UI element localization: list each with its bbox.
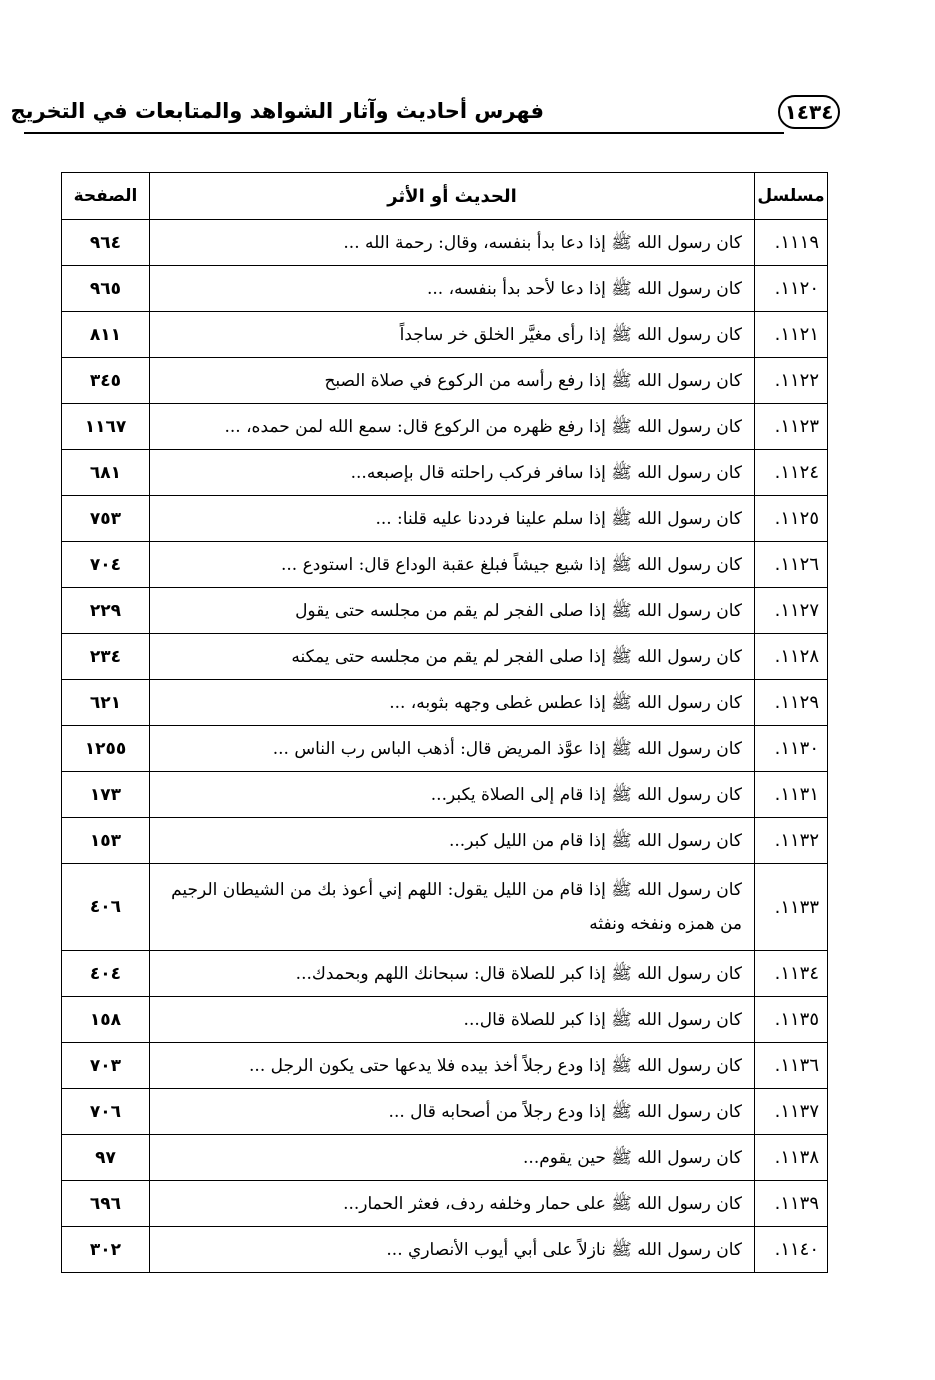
- page-ref-cell: ٩٧: [62, 1135, 150, 1181]
- hadith-text-cell: كان رسول الله ﷺ إذا قام من الليل كبر...: [150, 818, 755, 864]
- page-ref-cell: ٤٠٤: [62, 951, 150, 997]
- table-row: [62, 864, 828, 951]
- hadith-text-cell: كان رسول الله ﷺ إذا شيع جيشاً فبلغ عقبة الوداع قال: استودع ...: [150, 542, 755, 588]
- table-row: [62, 588, 828, 634]
- hadith-text-cell: كان رسول الله ﷺ إذا سافر فركب راحلته قال بإصبعه...: [150, 450, 755, 496]
- page-ref-cell: ١١٦٧: [62, 404, 150, 450]
- table-row: [62, 726, 828, 772]
- hadith-text-cell: كان رسول الله ﷺ حين يقوم...: [150, 1135, 755, 1181]
- column-header-page: الصفحة: [62, 173, 150, 220]
- table-row: [62, 997, 828, 1043]
- serial-cell: ١١٣٠.: [755, 726, 828, 772]
- table-row: [62, 1135, 828, 1181]
- table-row: [62, 680, 828, 726]
- page-ref-cell: ٣٤٥: [62, 358, 150, 404]
- serial-cell: ١١٢٣.: [755, 404, 828, 450]
- hadith-text-cell: كان رسول الله ﷺ إذا عطس غطى وجهه بثوبه، ...: [150, 680, 755, 726]
- serial-cell: ١١٢٢.: [755, 358, 828, 404]
- serial-cell: ١١٣٢.: [755, 818, 828, 864]
- hadith-text-cell: كان رسول الله ﷺ إذا ودع رجلاً من أصحابه قال ...: [150, 1089, 755, 1135]
- serial-cell: ١١٢٤.: [755, 450, 828, 496]
- table-header-row: [62, 173, 828, 220]
- serial-cell: ١١٢٥.: [755, 496, 828, 542]
- hadith-text-cell: كان رسول الله ﷺ إذا رفع ظهره من الركوع قال: سمع الله لمن حمده، ...: [150, 404, 755, 450]
- hadith-text-cell: كان رسول الله ﷺ نازلاً على أبي أيوب الأنصاري ...: [150, 1227, 755, 1273]
- hadith-text-cell: كان رسول الله ﷺ إذا كبر للصلاة قال...: [150, 997, 755, 1043]
- hadith-text-cell: كان رسول الله ﷺ إذا رأى مغيَّر الخلق خر ساجداً: [150, 312, 755, 358]
- table-row: [62, 404, 828, 450]
- serial-cell: ١١٤٠.: [755, 1227, 828, 1273]
- table-row: [62, 450, 828, 496]
- hadith-text-cell: كان رسول الله ﷺ إذا رفع رأسه من الركوع في صلاة الصبح: [150, 358, 755, 404]
- serial-cell: ١١٢٦.: [755, 542, 828, 588]
- table-row: [62, 542, 828, 588]
- serial-cell: ١١٣٤.: [755, 951, 828, 997]
- page-ref-cell: ٨١١: [62, 312, 150, 358]
- table-row: [62, 1181, 828, 1227]
- page-ref-cell: ٧٥٣: [62, 496, 150, 542]
- hadith-text-cell: كان رسول الله ﷺ إذا قام إلى الصلاة يكبر...: [150, 772, 755, 818]
- hadith-text-cell: كان رسول الله ﷺ إذا صلى الفجر لم يقم من مجلسه حتى يمكنه: [150, 634, 755, 680]
- hadith-text-cell: كان رسول الله ﷺ إذا دعا لأحد بدأ بنفسه، ...: [150, 266, 755, 312]
- header-rule: [24, 132, 784, 134]
- table-row: [62, 1227, 828, 1273]
- table-row: [62, 1089, 828, 1135]
- hadith-text-cell: كان رسول الله ﷺ إذا دعا بدأ بنفسه، وقال: رحمة الله ...: [150, 220, 755, 266]
- page-ref-cell: ١٥٨: [62, 997, 150, 1043]
- page-ref-cell: ١٢٥٥: [62, 726, 150, 772]
- page-ref-cell: ٩٦٥: [62, 266, 150, 312]
- page-ref-cell: ١٥٣: [62, 818, 150, 864]
- column-header-text: الحديث أو الأثر: [150, 173, 755, 220]
- running-header: [10, 95, 844, 135]
- page-ref-cell: ٦٩٦: [62, 1181, 150, 1227]
- page-ref-cell: ٧٠٦: [62, 1089, 150, 1135]
- serial-cell: ١١٣٨.: [755, 1135, 828, 1181]
- hadith-text-cell: كان رسول الله ﷺ إذا سلم علينا فرددنا عليه قلنا: ...: [150, 496, 755, 542]
- page-ref-cell: ٤٠٦: [62, 864, 150, 951]
- page-ref-cell: ٩٦٤: [62, 220, 150, 266]
- table-row: [62, 634, 828, 680]
- table-row: [62, 358, 828, 404]
- hadith-index-table: [61, 172, 828, 1273]
- hadith-text-cell: كان رسول الله ﷺ إذا صلى الفجر لم يقم من مجلسه حتى يقول: [150, 588, 755, 634]
- page-ref-cell: ٧٠٣: [62, 1043, 150, 1089]
- hadith-text-cell: كان رسول الله ﷺ إذا عوَّذ المريض قال: أذهب الباس رب الناس ...: [150, 726, 755, 772]
- serial-cell: ١١٢٧.: [755, 588, 828, 634]
- table-row: [62, 312, 828, 358]
- table-body: [62, 220, 828, 1273]
- serial-cell: ١١١٩.: [755, 220, 828, 266]
- serial-cell: ١١٢١.: [755, 312, 828, 358]
- table-row: [62, 496, 828, 542]
- serial-cell: ١١٣٧.: [755, 1089, 828, 1135]
- hadith-text-cell: كان رسول الله ﷺ إذا قام من الليل يقول: اللهم إني أعوذ بك من الشيطان الرجيم من همزه ونفخه ونفثه: [150, 864, 755, 951]
- serial-cell: ١١٣٦.: [755, 1043, 828, 1089]
- table-row: [62, 1043, 828, 1089]
- serial-cell: ١١٢٨.: [755, 634, 828, 680]
- serial-cell: ١١٣٥.: [755, 997, 828, 1043]
- page-ref-cell: ٢٢٩: [62, 588, 150, 634]
- serial-cell: ١١٣١.: [755, 772, 828, 818]
- table-row: [62, 266, 828, 312]
- page-ref-cell: ٢٣٤: [62, 634, 150, 680]
- page-ref-cell: ٣٠٢: [62, 1227, 150, 1273]
- page-ref-cell: ٧٠٤: [62, 542, 150, 588]
- table-row: [62, 951, 828, 997]
- hadith-text-cell: كان رسول الله ﷺ على حمار وخلفه ردف، فعثر الحمار...: [150, 1181, 755, 1227]
- serial-cell: ١١٣٩.: [755, 1181, 828, 1227]
- hadith-text-cell: كان رسول الله ﷺ إذا ودع رجلاً أخذ بيده فلا يدعها حتى يكون الرجل ...: [150, 1043, 755, 1089]
- serial-cell: ١١٢٠.: [755, 266, 828, 312]
- table-row: [62, 220, 828, 266]
- running-header-title: فهرس أحاديث وآثار الشواهد والمتابعات في التخريج: [10, 99, 544, 123]
- table-row: [62, 772, 828, 818]
- column-header-serial: مسلسل: [755, 173, 828, 220]
- table-row: [62, 818, 828, 864]
- page-number: ١٤٣٤: [778, 95, 840, 129]
- hadith-text-cell: كان رسول الله ﷺ إذا كبر للصلاة قال: سبحانك اللهم وبحمدك...: [150, 951, 755, 997]
- serial-cell: ١١٢٩.: [755, 680, 828, 726]
- page-ref-cell: ١٧٣: [62, 772, 150, 818]
- page-ref-cell: ٦٢١: [62, 680, 150, 726]
- serial-cell: ١١٣٣.: [755, 864, 828, 951]
- page-ref-cell: ٦٨١: [62, 450, 150, 496]
